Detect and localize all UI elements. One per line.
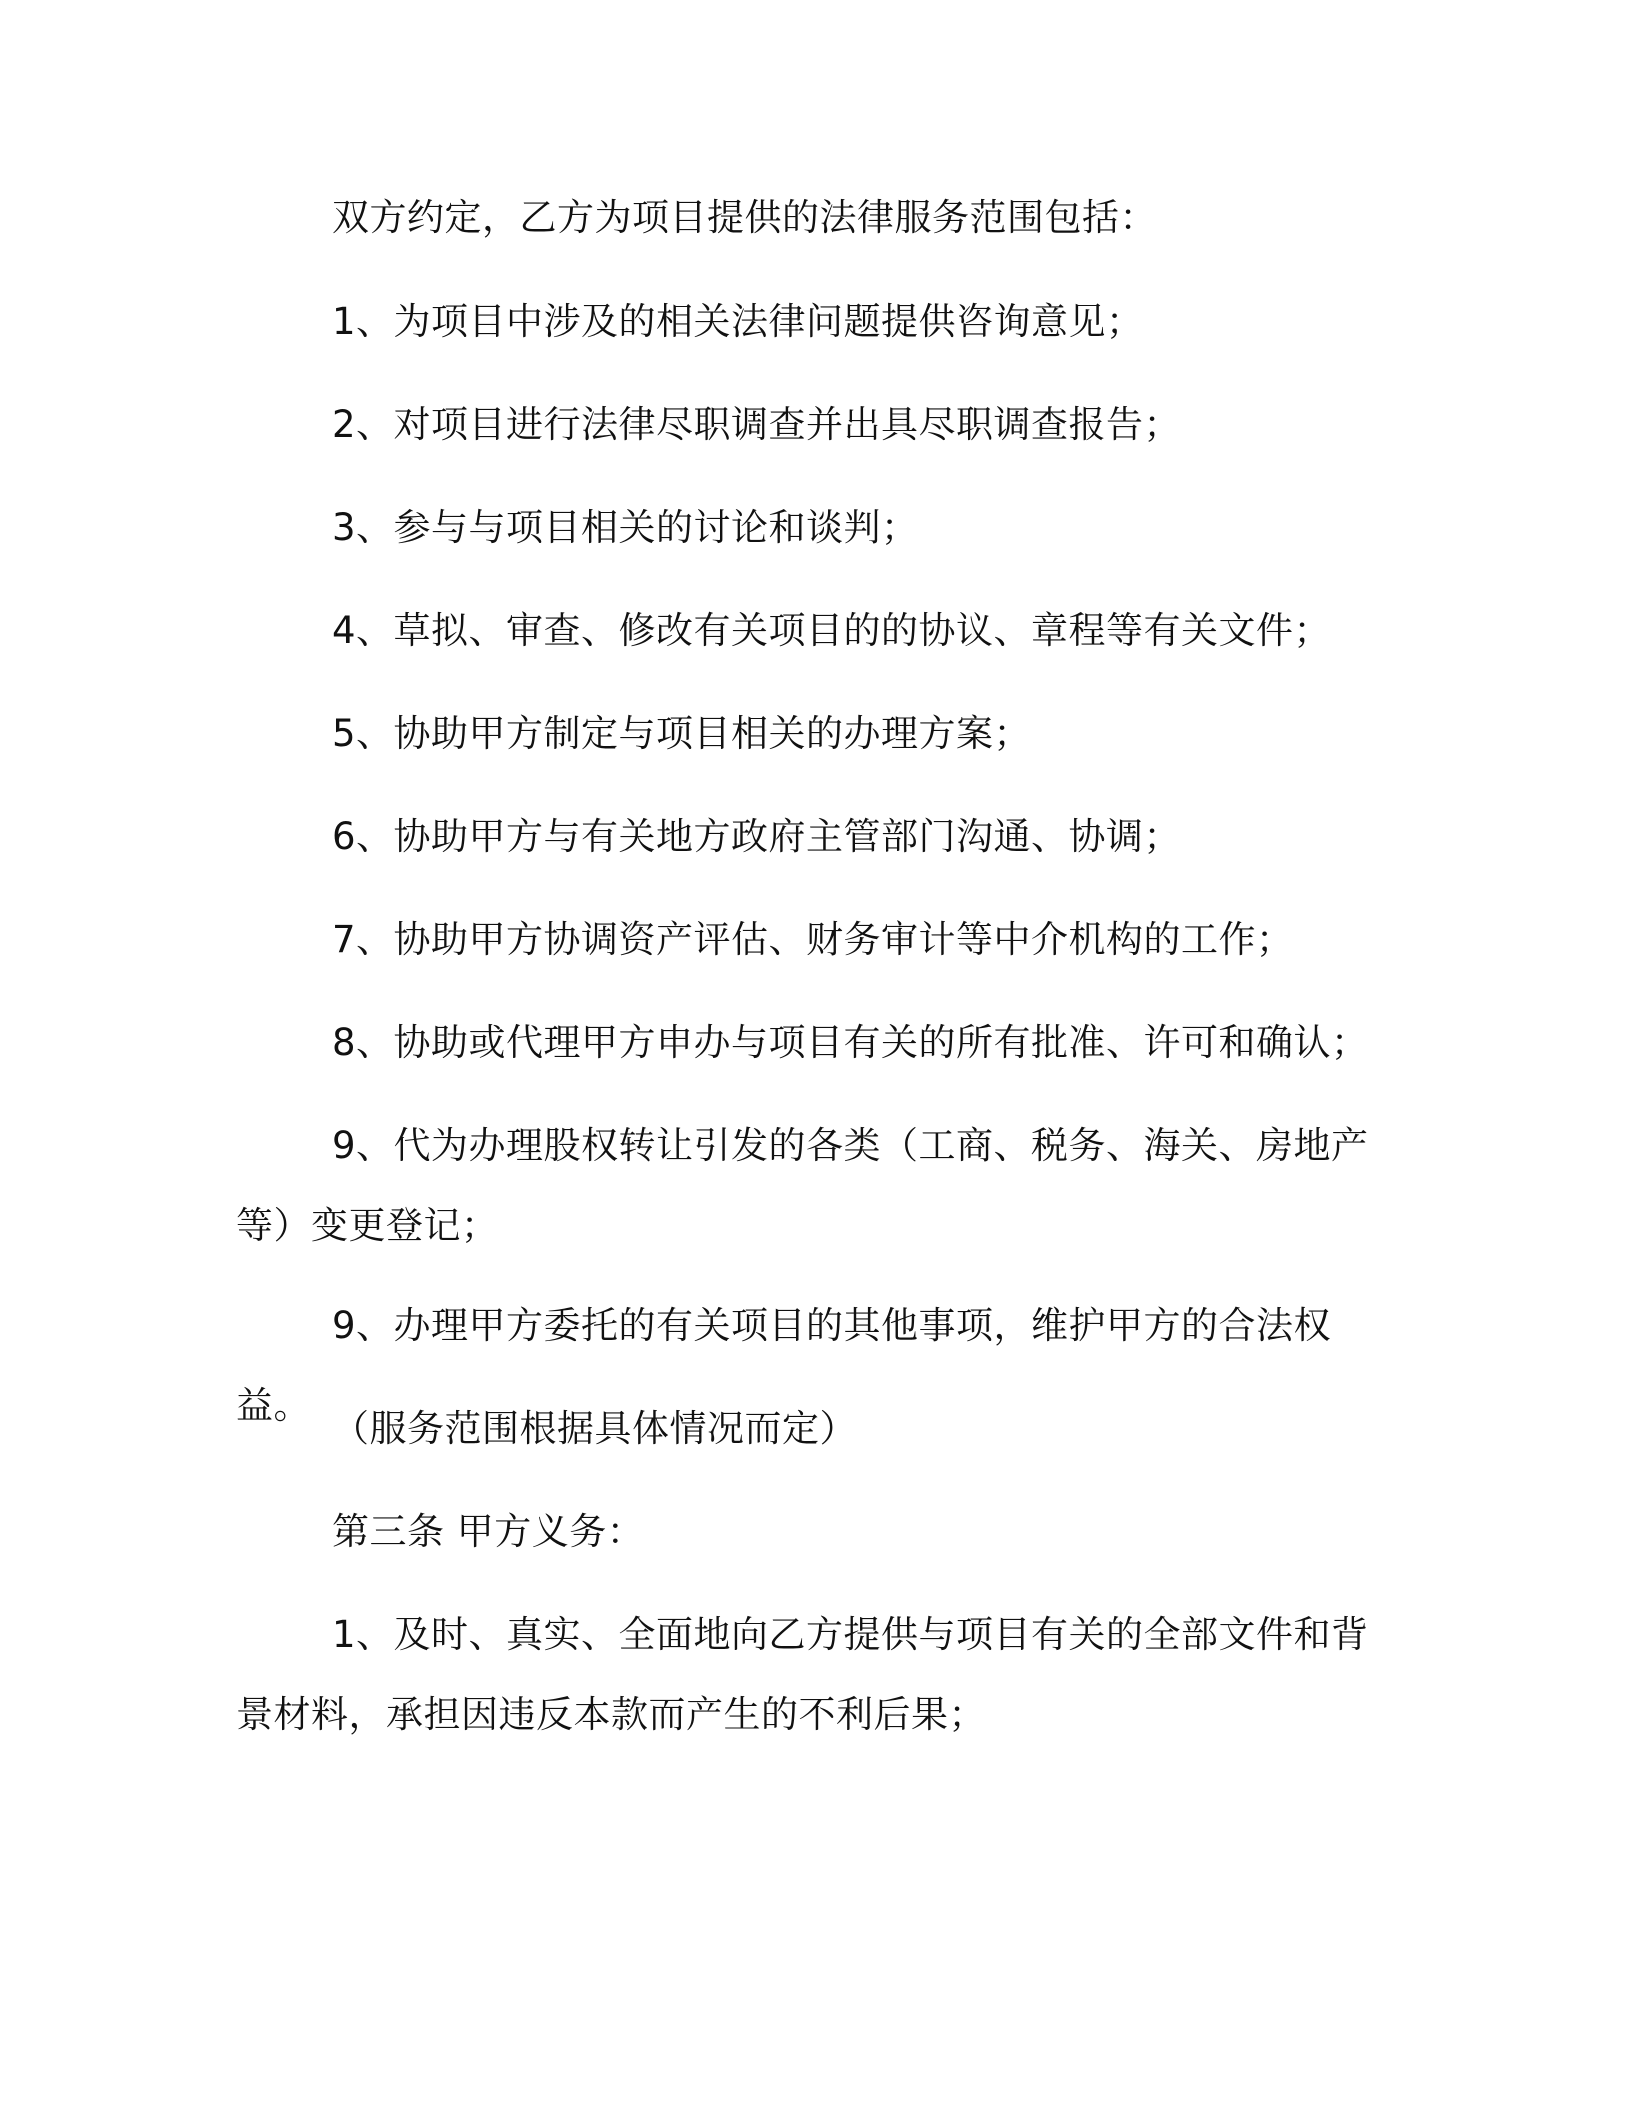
- service-item: 2、对项目进行法律尽职调查并出具尽职调查报告；: [332, 403, 1182, 446]
- service-item: 9、办理甲方委托的有关项目的其他事项，维护甲方的合法权益。: [236, 1304, 1332, 1427]
- obligation-item: 1、及时、真实、全面地向乙方提供与项目有关的全部文件和背景材料，承担因违反本款而产生的不利后果；: [236, 1613, 1369, 1736]
- service-item: 9、代为办理股权转让引发的各类（工商、税务、海关、房地产等）变更登记；: [236, 1124, 1369, 1247]
- service-item: 3、参与与项目相关的讨论和谈判；: [332, 506, 919, 549]
- intro-paragraph: 双方约定，乙方为项目提供的法律服务范围包括：: [332, 196, 1157, 239]
- service-item: 8、协助或代理甲方申办与项目有关的所有批准、许可和确认；: [332, 1021, 1369, 1064]
- service-item: 6、协助甲方与有关地方政府主管部门沟通、协调；: [332, 815, 1182, 858]
- service-item: 7、协助甲方协调资产评估、财务审计等中介机构的工作；: [332, 918, 1294, 961]
- service-item: 4、草拟、审查、修改有关项目的的协议、章程等有关文件；: [332, 609, 1332, 652]
- scope-note: （服务范围根据具体情况而定）: [332, 1407, 857, 1450]
- service-item: 5、协助甲方制定与项目相关的办理方案；: [332, 712, 1032, 755]
- service-item: 1、为项目中涉及的相关法律问题提供咨询意见；: [332, 300, 1144, 343]
- article-heading: 第三条 甲方义务：: [332, 1510, 645, 1553]
